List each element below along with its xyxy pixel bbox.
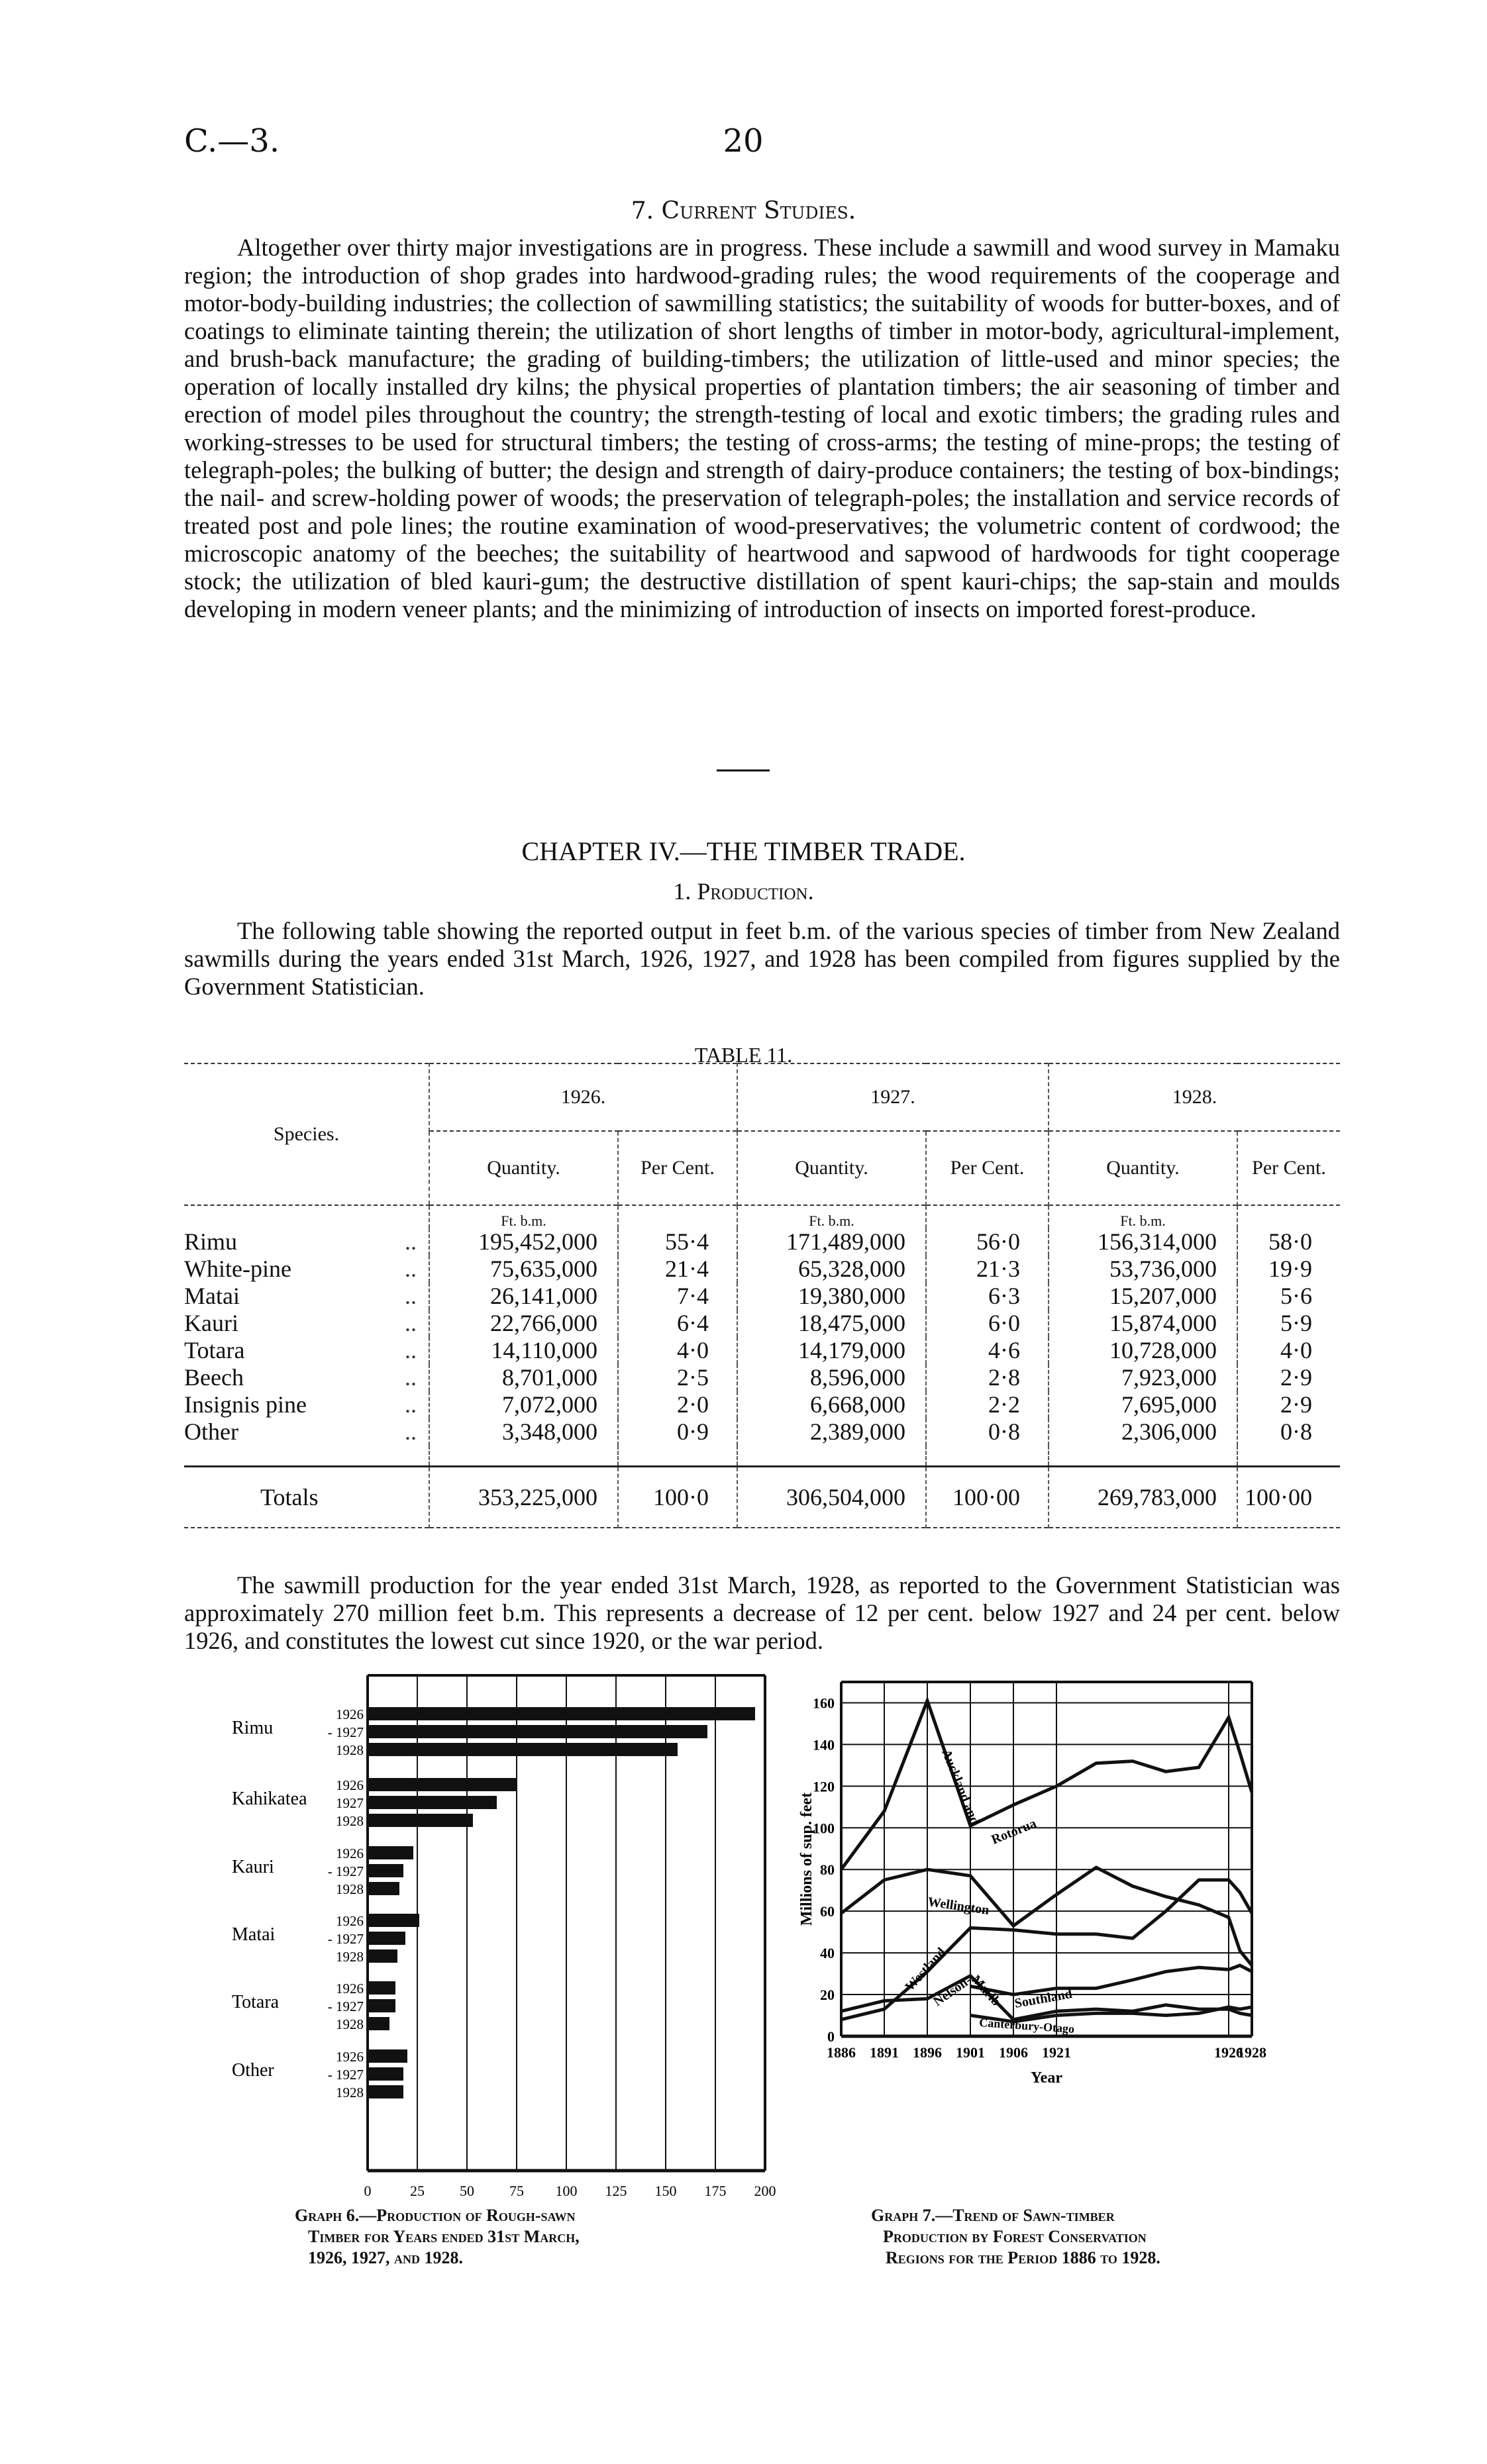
svg-text:0: 0 (827, 2028, 835, 2045)
percent-cell: 0·8 (1237, 1418, 1340, 1446)
series-line (970, 1965, 1252, 1995)
percent-cell: 4·0 (618, 1337, 737, 1364)
svg-text:25: 25 (410, 2183, 425, 2198)
percent-cell: 6·3 (926, 1283, 1049, 1310)
svg-text:1928: 1928 (336, 1881, 364, 1897)
percent-header-1927: Per Cent. (926, 1131, 1049, 1205)
svg-text:1886: 1886 (827, 2044, 856, 2061)
svg-text:80: 80 (820, 1861, 835, 1879)
svg-text:Millions of sup. feet: Millions of sup. feet (798, 1792, 815, 1926)
quantity-cell: 14,110,000 (429, 1337, 618, 1364)
svg-text:Rimu: Rimu (232, 1718, 274, 1738)
graph-6-bar-chart (212, 1669, 795, 2198)
quantity-cell: 7,923,000 (1049, 1364, 1237, 1391)
svg-text:1928: 1928 (336, 1742, 364, 1758)
percent-cell: 6·0 (926, 1310, 1049, 1337)
species-name: Kauri .. (184, 1310, 417, 1336)
total-quantity-cell: 306,504,000 (737, 1467, 926, 1528)
series-line (841, 1700, 1252, 1869)
graph-6-caption (295, 2205, 580, 2269)
table-row (184, 1391, 1340, 1418)
svg-text:- 1927: - 1927 (327, 1931, 364, 1947)
production-intro-paragraph: The following table showing the reported output in feet b.m. of the various species of timber from New Zealand sawmills during the years ended 31st March, 1926, 1927, and 1928 has been compiled from figures supplied by the Government Statistician. (184, 917, 1340, 1000)
quantity-cell: 22,766,000 (429, 1310, 618, 1337)
totals-label: Totals (184, 1467, 429, 1528)
svg-text:1928: 1928 (336, 2016, 364, 2032)
svg-text:75: 75 (509, 2183, 524, 2198)
total-quantity-cell: 269,783,000 (1049, 1467, 1237, 1528)
section-heading-current-studies: 7. Current Studies. (631, 197, 856, 224)
quantity-cell: 7,695,000 (1049, 1391, 1237, 1418)
table-row (184, 1418, 1340, 1446)
table-row (184, 1337, 1340, 1364)
graph-7-line-chart (795, 1669, 1325, 2198)
percent-cell: 0·8 (926, 1418, 1049, 1446)
svg-text:Wellington: Wellington (927, 1895, 990, 1918)
percent-cell: 2·5 (618, 1364, 737, 1391)
svg-text:0: 0 (364, 2183, 372, 2198)
svg-text:Westland: Westland (902, 1945, 949, 1995)
svg-text:1896: 1896 (913, 2044, 942, 2061)
percent-cell: 4·0 (1237, 1337, 1340, 1364)
graph-6-caption-line: Timber for Years ended 31st March, (308, 2227, 580, 2246)
svg-text:1926: 1926 (336, 1913, 364, 1929)
quantity-cell: 6,668,000 (737, 1391, 926, 1418)
total-percent-cell: 100·0 (618, 1467, 737, 1528)
percent-cell: 6·4 (618, 1310, 737, 1337)
quantity-cell: 53,736,000 (1049, 1256, 1237, 1283)
svg-text:125: 125 (605, 2183, 627, 2198)
svg-text:1928: 1928 (336, 1949, 364, 1965)
quantity-cell: 3,348,000 (429, 1418, 618, 1446)
graph-7-caption-line: Graph 7.—Trend of Sawn-timber (871, 2206, 1115, 2225)
unit-label-1927: Ft. b.m. (737, 1205, 926, 1228)
quantity-cell: 8,701,000 (429, 1364, 618, 1391)
svg-text:1926: 1926 (336, 1981, 364, 1996)
total-percent-cell: 100·00 (1237, 1467, 1340, 1528)
svg-text:200: 200 (754, 2183, 776, 2198)
percent-cell: 0·9 (618, 1418, 737, 1446)
species-header: Species. (184, 1063, 429, 1205)
percent-cell: 56·0 (926, 1228, 1049, 1256)
svg-text:1928: 1928 (336, 1813, 364, 1829)
table-title: TABLE 11. (694, 1043, 793, 1067)
species-name: Other .. (184, 1418, 417, 1445)
svg-text:100: 100 (555, 2183, 578, 2198)
graph-6-plot (232, 1675, 776, 2198)
table-row (184, 1256, 1340, 1283)
svg-text:150: 150 (654, 2183, 677, 2198)
totals-row (184, 1467, 1340, 1528)
svg-text:Nelson-: Nelson- (931, 1973, 974, 2010)
graph-7-caption-line: Production by Forest Conservation (883, 2227, 1147, 2246)
svg-text:1921: 1921 (1042, 2044, 1071, 2061)
percent-cell: 21·3 (926, 1256, 1049, 1283)
percent-header-1926: Per Cent. (618, 1131, 737, 1205)
svg-text:140: 140 (813, 1736, 835, 1753)
svg-text:50: 50 (460, 2183, 474, 2198)
quantity-cell: 14,179,000 (737, 1337, 926, 1364)
percent-cell: 7·4 (618, 1283, 737, 1310)
quantity-cell: 65,328,000 (737, 1256, 926, 1283)
svg-text:Other: Other (232, 2060, 274, 2081)
quantity-cell: 75,635,000 (429, 1256, 618, 1283)
quantity-cell: 26,141,000 (429, 1283, 618, 1310)
table-row (184, 1283, 1340, 1310)
quantity-cell: 19,380,000 (737, 1283, 926, 1310)
chapter-title: CHAPTER IV.—THE TIMBER TRADE. (521, 836, 966, 866)
quantity-header-1927: Quantity. (737, 1131, 926, 1205)
percent-cell: 2·2 (926, 1391, 1049, 1418)
quantity-cell: 15,874,000 (1049, 1310, 1237, 1337)
svg-text:120: 120 (813, 1778, 835, 1795)
svg-text:Totara: Totara (232, 1992, 280, 2012)
svg-text:1926: 1926 (336, 2049, 364, 2065)
svg-text:Kahikatea: Kahikatea (232, 1789, 307, 1809)
section-divider (717, 769, 770, 771)
quantity-header-1926: Quantity. (429, 1131, 618, 1205)
svg-text:1901: 1901 (956, 2044, 985, 2061)
svg-text:1927: 1927 (336, 1795, 364, 1811)
quantity-cell: 15,207,000 (1049, 1283, 1237, 1310)
graph-7-caption-line: Regions for the Period 1886 to 1928. (886, 2248, 1160, 2267)
svg-text:Kauri: Kauri (232, 1857, 274, 1877)
percent-cell: 2·0 (618, 1391, 737, 1418)
svg-text:20: 20 (820, 1987, 835, 2004)
graph-7-caption (871, 2205, 1160, 2269)
quantity-cell: 18,475,000 (737, 1310, 926, 1337)
species-name: Rimu .. (184, 1228, 417, 1255)
graph-6-caption-line: Graph 6.—Production of Rough-sawn (295, 2206, 576, 2225)
percent-cell: 2·9 (1237, 1391, 1340, 1418)
quantity-cell: 156,314,000 (1049, 1228, 1237, 1256)
svg-text:160: 160 (813, 1695, 835, 1712)
svg-text:- 1927: - 1927 (327, 1998, 364, 2014)
table-row (184, 1228, 1340, 1256)
table-row (184, 1310, 1340, 1337)
unit-label-1928: Ft. b.m. (1049, 1205, 1237, 1228)
percent-cell: 55·4 (618, 1228, 737, 1256)
unit-label-1926: Ft. b.m. (429, 1205, 618, 1228)
quantity-cell: 2,389,000 (737, 1418, 926, 1446)
svg-text:100: 100 (813, 1820, 835, 1837)
percent-cell: 21·4 (618, 1256, 737, 1283)
table-row (184, 1364, 1340, 1391)
percent-cell: 4·6 (926, 1337, 1049, 1364)
series-line (841, 1867, 1252, 1965)
svg-text:175: 175 (704, 2183, 727, 2198)
svg-text:1926: 1926 (1214, 2044, 1243, 2061)
summary-paragraph: The sawmill production for the year ended 31st March, 1928, as reported to the Government Statistician was approximately 270 million feet b.m. This represents a decrease of 12 per cent. below 1927 and 24 per cent. below 1926, and constitutes the lowest cut since 1920, or the war period. (184, 1571, 1340, 1654)
svg-text:1928: 1928 (336, 2085, 364, 2100)
section-heading-production: 1. Production. (673, 878, 814, 905)
svg-text:1906: 1906 (999, 2044, 1028, 2061)
page-number: 20 (723, 123, 764, 160)
quantity-cell: 2,306,000 (1049, 1418, 1237, 1446)
percent-cell: 2·8 (926, 1364, 1049, 1391)
species-name: Beech .. (184, 1364, 417, 1391)
quantity-cell: 10,728,000 (1049, 1337, 1237, 1364)
total-quantity-cell: 353,225,000 (429, 1467, 618, 1528)
svg-text:1928: 1928 (1237, 2044, 1266, 2061)
total-percent-cell: 100·00 (926, 1467, 1049, 1528)
current-studies-paragraph: Altogether over thirty major investigations are in progress. These include a sawmill and wood survey in Mamaku region; the introduction of shop grades into hardwood-grading rules; the wood requirements of the cooperage and motor-body-building industries; the collection of sawmilling statistics; the suitability of woods for butter-boxes, and of coatings to eliminate tainting therein; the utilization of short lengths of timber in motor-body, agricultural-implement, and brush-back manufacture; the grading of building-timbers; the utilization of little-used and minor species; the operation of locally installed dry kilns; the physical properties of plantation timbers; the air seasoning of timber and erection of model piles throughout the country; the strength-testing of local and exotic timbers; the grading rules and working-stresses to be used for structural timbers; the testing of cross-arms; the testing of mine-props; the testing of telegraph-poles; the bulking of butter; the design and strength of dairy-produce containers; the testing of box-bindings; the nail- and screw-holding power of woods; the preservation of telegraph-poles; the installation and service records of treated post and pole lines; the routine examination of wood-preservatives; the volumetric content of cordwood; the microscopic anatomy of the beeches; the suitability of heartwood and sapwood of hardwoods for tight cooperage stock; the utilization of bled kauri-gum; the destructive distillation of spent kauri-chips; the sap-stain and moulds developing in modern veneer plants; and the minimizing of introduction of insects on imported forest-produce. (184, 234, 1340, 622)
production-table (184, 1063, 1340, 1528)
species-name: Matai .. (184, 1283, 417, 1309)
quantity-cell: 8,596,000 (737, 1364, 926, 1391)
year-header-1926: 1926. (429, 1063, 737, 1131)
percent-cell: 58·0 (1237, 1228, 1340, 1256)
quantity-cell: 7,072,000 (429, 1391, 618, 1418)
species-name: White-pine .. (184, 1256, 417, 1282)
species-name: Totara .. (184, 1337, 417, 1363)
quantity-cell: 171,489,000 (737, 1228, 926, 1256)
svg-text:- 1927: - 1927 (327, 2067, 364, 2083)
percent-cell: 19·9 (1237, 1256, 1340, 1283)
svg-text:Marlb: Marlb (968, 1972, 1004, 2009)
svg-text:1891: 1891 (870, 2044, 899, 2061)
svg-text:Matai: Matai (232, 1924, 276, 1945)
svg-text:1926: 1926 (336, 1777, 364, 1793)
svg-text:- 1927: - 1927 (327, 1863, 364, 1879)
percent-cell: 5·6 (1237, 1283, 1340, 1310)
year-header-1927: 1927. (737, 1063, 1049, 1131)
percent-cell: 5·9 (1237, 1310, 1340, 1337)
svg-text:- 1927: - 1927 (327, 1724, 364, 1740)
quantity-header-1928: Quantity. (1049, 1131, 1237, 1205)
percent-cell: 2·9 (1237, 1364, 1340, 1391)
svg-text:1926: 1926 (336, 1846, 364, 1861)
svg-text:1926: 1926 (336, 1706, 364, 1722)
quantity-cell: 195,452,000 (429, 1228, 618, 1256)
svg-text:Rotorua: Rotorua (989, 1816, 1039, 1848)
graph-6-caption-line: 1926, 1927, and 1928. (308, 2248, 463, 2267)
svg-text:Southland: Southland (1013, 1987, 1074, 2011)
svg-text:60: 60 (820, 1903, 835, 1920)
svg-text:40: 40 (820, 1945, 835, 1962)
year-header-1928: 1928. (1049, 1063, 1340, 1131)
percent-header-1928: Per Cent. (1237, 1131, 1340, 1205)
graph-7-plot (798, 1682, 1266, 2087)
document-reference: C.—3. (184, 123, 280, 160)
svg-text:Year: Year (1031, 2069, 1062, 2087)
svg-text:Canterbury-Otago: Canterbury-Otago (978, 2016, 1075, 2036)
species-name: Insignis pine .. (184, 1391, 417, 1418)
svg-text:Auckland and: Auckland and (939, 1747, 982, 1827)
